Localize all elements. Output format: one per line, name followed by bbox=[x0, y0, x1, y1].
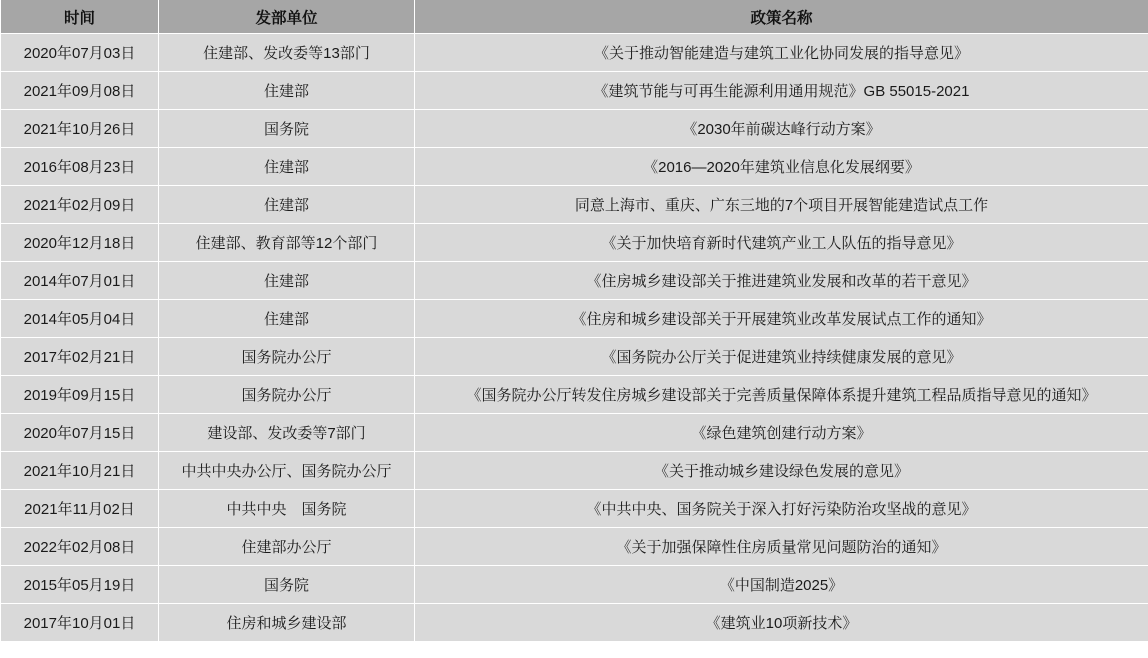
table-row bbox=[1, 262, 1148, 300]
table-row bbox=[1, 490, 1148, 528]
cell-time: 2021年10月21日 bbox=[1, 452, 159, 490]
cell-time: 2016年08月23日 bbox=[1, 148, 159, 186]
cell-policy-name: 《关于推动智能建造与建筑工业化协同发展的指导意见》 bbox=[415, 34, 1148, 72]
table-row bbox=[1, 376, 1148, 414]
cell-time: 2017年10月01日 bbox=[1, 604, 159, 642]
cell-department: 住建部、发改委等13部门 bbox=[159, 34, 415, 72]
cell-department: 住建部 bbox=[159, 186, 415, 224]
cell-policy-name: 《关于加快培育新时代建筑产业工人队伍的指导意见》 bbox=[415, 224, 1148, 262]
cell-department: 国务院办公厅 bbox=[159, 338, 415, 376]
cell-department: 住建部 bbox=[159, 72, 415, 110]
cell-policy-name: 《国务院办公厅转发住房城乡建设部关于完善质量保障体系提升建筑工程品质指导意见的通知》 bbox=[415, 376, 1148, 414]
cell-department: 国务院 bbox=[159, 566, 415, 604]
cell-department: 国务院办公厅 bbox=[159, 376, 415, 414]
table-row bbox=[1, 566, 1148, 604]
cell-time: 2015年05月19日 bbox=[1, 566, 159, 604]
cell-department: 国务院 bbox=[159, 110, 415, 148]
table-row bbox=[1, 452, 1148, 490]
cell-policy-name: 《2016—2020年建筑业信息化发展纲要》 bbox=[415, 148, 1148, 186]
cell-time: 2021年09月08日 bbox=[1, 72, 159, 110]
cell-department: 中共中央办公厅、国务院办公厅 bbox=[159, 452, 415, 490]
cell-policy-name: 《建筑业10项新技术》 bbox=[415, 604, 1148, 642]
column-header-time: 时间 bbox=[1, 0, 159, 34]
table-body bbox=[1, 34, 1148, 642]
cell-policy-name: 《绿色建筑创建行动方案》 bbox=[415, 414, 1148, 452]
cell-department: 建设部、发改委等7部门 bbox=[159, 414, 415, 452]
cell-department: 住建部、教育部等12个部门 bbox=[159, 224, 415, 262]
cell-time: 2021年11月02日 bbox=[1, 490, 159, 528]
cell-policy-name: 同意上海市、重庆、广东三地的7个项目开展智能建造试点工作 bbox=[415, 186, 1148, 224]
cell-policy-name: 《国务院办公厅关于促进建筑业持续健康发展的意见》 bbox=[415, 338, 1148, 376]
cell-time: 2014年07月01日 bbox=[1, 262, 159, 300]
table-row bbox=[1, 34, 1148, 72]
cell-policy-name: 《住房城乡建设部关于推进建筑业发展和改革的若干意见》 bbox=[415, 262, 1148, 300]
cell-time: 2020年12月18日 bbox=[1, 224, 159, 262]
column-header-department: 发部单位 bbox=[159, 0, 415, 34]
table-row bbox=[1, 528, 1148, 566]
table-row bbox=[1, 72, 1148, 110]
cell-policy-name: 《中共中央、国务院关于深入打好污染防治攻坚战的意见》 bbox=[415, 490, 1148, 528]
table-row bbox=[1, 110, 1148, 148]
cell-time: 2021年02月09日 bbox=[1, 186, 159, 224]
cell-department: 住建部 bbox=[159, 262, 415, 300]
table-header bbox=[1, 0, 1148, 34]
cell-department: 住建部办公厅 bbox=[159, 528, 415, 566]
cell-department: 住建部 bbox=[159, 300, 415, 338]
table-row bbox=[1, 300, 1148, 338]
cell-time: 2020年07月15日 bbox=[1, 414, 159, 452]
cell-time: 2014年05月04日 bbox=[1, 300, 159, 338]
cell-time: 2020年07月03日 bbox=[1, 34, 159, 72]
cell-time: 2019年09月15日 bbox=[1, 376, 159, 414]
table-header-row bbox=[1, 0, 1148, 34]
table-row bbox=[1, 148, 1148, 186]
cell-department: 住建部 bbox=[159, 148, 415, 186]
column-header-policy-name: 政策名称 bbox=[415, 0, 1148, 34]
cell-department: 中共中央 国务院 bbox=[159, 490, 415, 528]
cell-policy-name: 《住房和城乡建设部关于开展建筑业改革发展试点工作的通知》 bbox=[415, 300, 1148, 338]
cell-department: 住房和城乡建设部 bbox=[159, 604, 415, 642]
table-row bbox=[1, 338, 1148, 376]
cell-time: 2021年10月26日 bbox=[1, 110, 159, 148]
table-row bbox=[1, 414, 1148, 452]
table-row bbox=[1, 604, 1148, 642]
cell-policy-name: 《关于加强保障性住房质量常见问题防治的通知》 bbox=[415, 528, 1148, 566]
table-row bbox=[1, 186, 1148, 224]
cell-time: 2017年02月21日 bbox=[1, 338, 159, 376]
cell-policy-name: 《2030年前碳达峰行动方案》 bbox=[415, 110, 1148, 148]
cell-policy-name: 《建筑节能与可再生能源利用通用规范》GB 55015-2021 bbox=[415, 72, 1148, 110]
table-row bbox=[1, 224, 1148, 262]
cell-time: 2022年02月08日 bbox=[1, 528, 159, 566]
cell-policy-name: 《中国制造2025》 bbox=[415, 566, 1148, 604]
cell-policy-name: 《关于推动城乡建设绿色发展的意见》 bbox=[415, 452, 1148, 490]
